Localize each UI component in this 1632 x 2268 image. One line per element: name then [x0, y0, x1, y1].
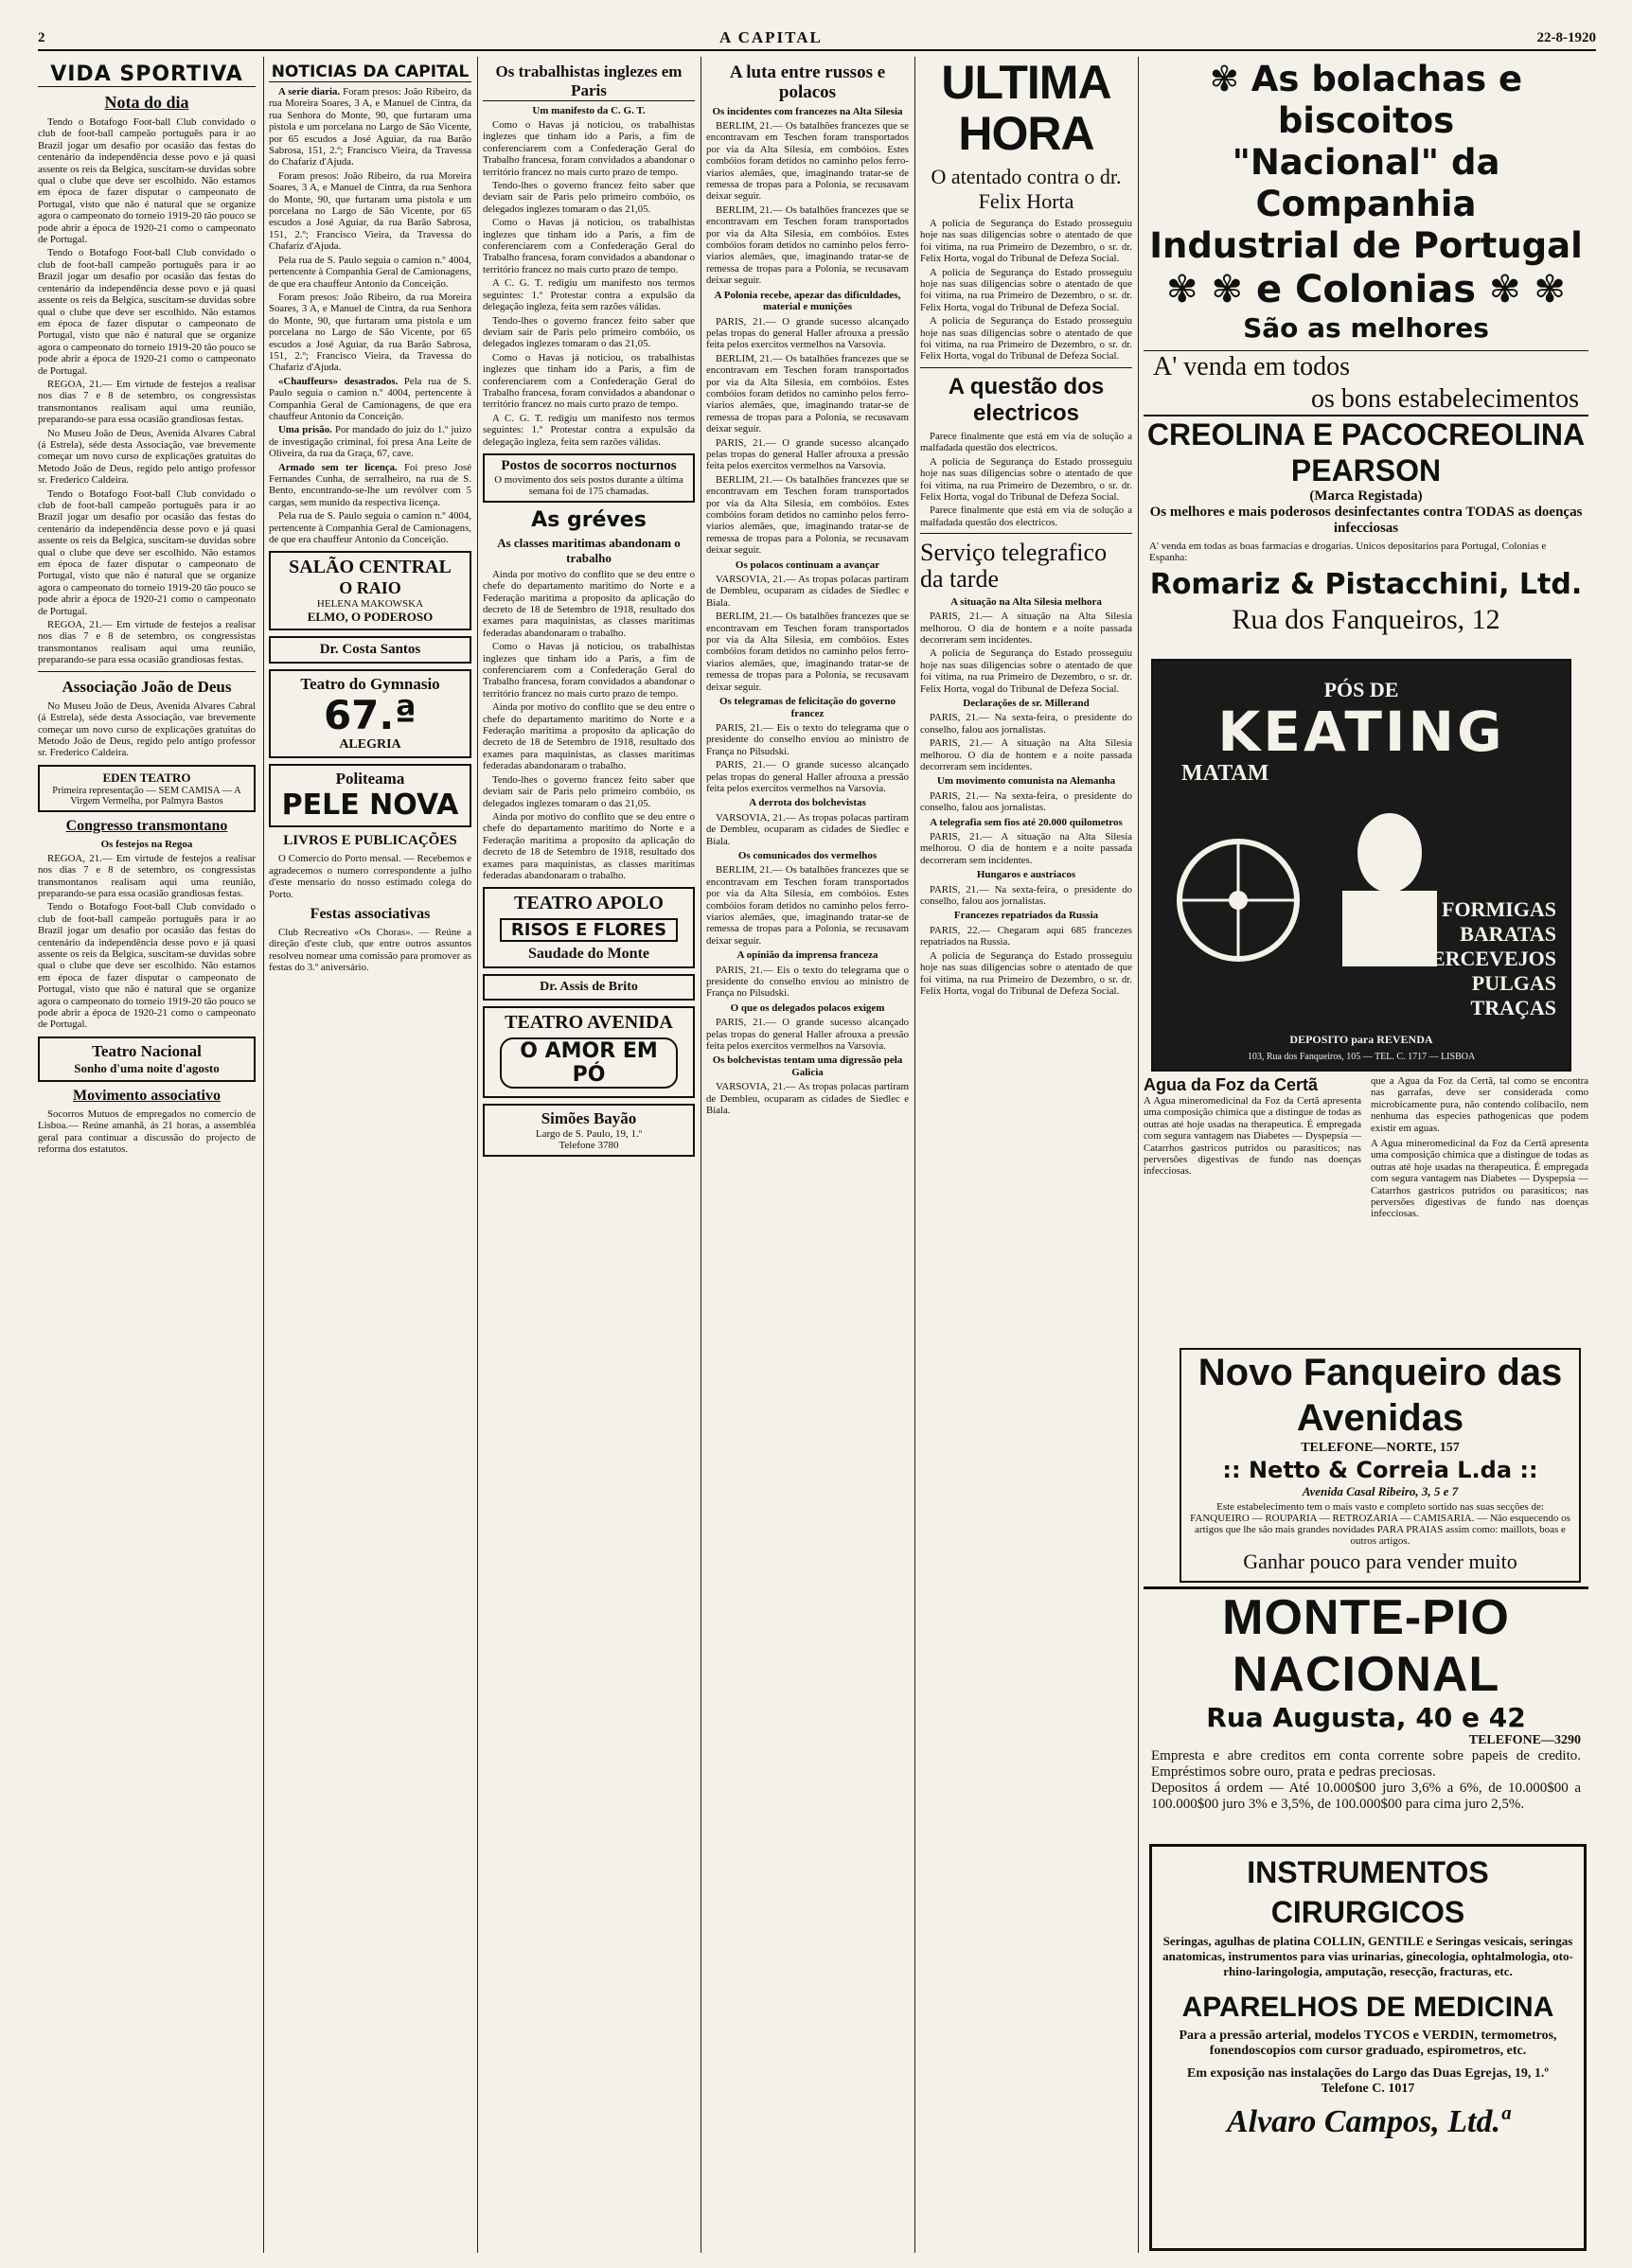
page-number: 2 [38, 30, 45, 45]
keating-word: TRAÇAS [1470, 996, 1556, 1019]
paragraph: O Comercio do Porto mensal. — Recebemos e agradecemos o numero correspondente a julho d'este mensario do nosso estimado colega do Porto. [269, 853, 471, 900]
ad-address: Largo de S. Paulo, 19, 1.º [535, 1128, 643, 1141]
article-body [38, 116, 256, 666]
paragraph: REGOA, 21.— Em virtude de festejos a realisar nos dias 7 e 8 de setembro, os congressistas transmontanos realisam aqui uma reunião, preparando-se para essa ocasião grandiosas festas. [38, 619, 256, 666]
ad-slogan: Ganhar pouco para vender muito [1243, 1550, 1517, 1573]
ad-line [1144, 267, 1588, 312]
flower-icon: ✾ ✾ [1166, 268, 1244, 311]
paragraph: No Museu João de Deus, Avenida Alvares Cabral (á Estrela), séde desta Associação, vae brevemente começar um novo curso de explicações gratuitas do Metodo João de Deus, regido pelo antigo professor sr. Frederico Caldeira. [38, 427, 256, 487]
subheading: A situação na Alta Silesia melhora [950, 596, 1102, 609]
ad-line: "Nacional" da Companhia [1232, 142, 1500, 224]
ad-line: A' venda em todos [1144, 350, 1588, 383]
ad-title: TEATRO AVENIDA [505, 1012, 673, 1034]
paragraph: PARIS, 21.— Na sexta-feira, o presidente do conselho, falou aos jornalistas. [920, 712, 1132, 735]
paragraph: PARIS, 21.— Eis o texto do telegrama que o presidente do conselho enviou ao ministro de França no Pilsudski. [706, 721, 909, 757]
ad-politeama [269, 764, 471, 827]
subheading: Francezes repatriados da Russia [953, 910, 1099, 922]
ad-sub: (Marca Registada) [1309, 488, 1423, 504]
ad-teatro-avenida [483, 1006, 695, 1098]
ad-address: 103, Rua dos Fanqueiros, 105 — TEL. C. 1717 — LISBOA [1247, 1052, 1476, 1062]
subheading: Declarações de sr. Millerand [963, 697, 1090, 709]
ad-text: As bolachas e biscoitos [1251, 59, 1523, 141]
article-body [269, 86, 471, 545]
ad-teatro-nacional [38, 1037, 256, 1082]
subheading: Um manifesto da C. G. T. [532, 105, 646, 116]
ad-text: Para a pressão arterial, modelos TYCOS e VERDIN, termometros, fonendoscopios com cursor graduado, espirometros, etc. [1179, 2029, 1557, 2058]
column-rule [1138, 57, 1139, 2253]
paragraph: Parece finalmente que está em via de solução a malfadada questão dos electricos. [920, 430, 1132, 454]
ad-address: Rua dos Fanqueiros, 12 [1232, 604, 1500, 635]
heading-greves: As gréves [531, 507, 647, 532]
subheading: Os telegramas de felicitação do governo francez [718, 696, 896, 719]
paragraph: Tendo o Botafogo Foot-ball Club convidado o club de foot-ball campeão português para ir ao Brazil jogar um desafio por ocasião das festas do centenário da independência desse povo e já quasi assente os reis da Belgica, suscitam-se duvidas sobre qual o clube que deve ser escolhido. Não estamos em época de fazer disputar o campeonato de Portugal, visto que não é natural que se organize agora o campeonato do torneio 1919-20 tão pouco se pode abrir a época de 1920-21 como o campeonato de Portugal. [38, 247, 256, 377]
paragraph: A C. G. T. redigiu um manifesto nos termos seguintes: 1.º Protestar contra a expulsão da delegação ingleza, feita sem razões válidas. [483, 277, 695, 313]
ad-title: Politeama [335, 770, 405, 788]
article-body [920, 611, 1132, 997]
paragraph: Como o Havas já noticiou, os trabalhistas inglezes que tinham ido a Paris, a fim de conferenciarem com a Confederação Geral do Trabalho francesa, foram convidados a abandonar o território francez no mais curto prazo de tempo. [483, 217, 695, 275]
ad-exhibition: Em exposição nas instalações do Largo das Duas Egrejas, 19, 1.º [1187, 2066, 1549, 2081]
subheading: Os comunicados dos vermelhos [737, 849, 878, 861]
ad-play: PELE NOVA [281, 788, 459, 823]
paragraph: REGOA, 21.— Em virtude de festejos a realisar nos dias 7 e 8 de setembro, os congressistas transmontanos realisam aqui uma reunião, preparando-se para essa ocasião grandiosas festas. [38, 378, 256, 426]
article-body [38, 700, 256, 759]
paragraph: PARIS, 22.— Chegaram aqui 685 francezes repatriados na Russia. [920, 924, 1132, 948]
column-ultima-hora [920, 57, 1132, 2253]
ad-text: Sonho d'uma noite d'agosto [74, 1060, 220, 1075]
paragraph: Como o Havas já noticiou, os trabalhistas inglezes que tinham ido a Paris, a fim de conferenciarem com a Confederação Geral do Trabalho francesa, foram convidados a abandonar o território francez no mais curto prazo de tempo. [483, 641, 695, 700]
subheading: Os bolchevistas tentam uma digressão pela Galicia [712, 1054, 903, 1078]
keating-word-list [1419, 897, 1556, 1020]
paragraph: Como o Havas já noticiou, os trabalhistas inglezes que tinham ido a Paris, a fim de conferenciarem com a Confederação Geral do Trabalho francesa, foram convidados a abandonar o território francez no mais curto prazo de tempo. [483, 351, 695, 411]
subheading: Hungaros e austriacos [976, 869, 1076, 881]
article-body [483, 119, 695, 448]
paragraph: Foram presos: João Ribeiro, da rua Moreira Soares, 3 A, e Manuel de Cintra, da rua Senhora do Monte, 90, que furtaram uma pistola e um porcelana no Largo de São Vicente, por 65 escudos a José Aguiar, da rua Barão Sabrosa, 151, 2.º; Francisco Vieira, da Travessa do Chafariz d'Ajuda. [269, 169, 471, 253]
paragraph: Tendo-lhes o governo francez feito saber que deviam sair de Paris pelo primeiro combóio, os delegados inglezes tomaram o das 21,05. [483, 314, 695, 350]
paragraph: PARIS, 21.— A situação na Alta Silesia melhorou. O dia de hontem e a noite passada decorreram sem incidentes. [920, 737, 1132, 772]
article-body [920, 431, 1132, 528]
paragraph: Como o Havas já noticiou, os trabalhistas inglezes que tinham ido a Paris, a fim de conferenciarem com a Confederação Geral do Trabalho francesa, foram convidados a abandonar o território francez no mais curto prazo de tempo. [483, 119, 695, 178]
paragraph [269, 376, 471, 423]
column-capital [269, 57, 471, 2253]
ad-film: ELMO, O PODEROSO [307, 610, 434, 625]
heading-russos-polacos: A luta entre russos e polacos [729, 62, 886, 102]
ad-title: INSTRUMENTOS CIRURGICOS [1247, 1855, 1489, 1929]
paragraph: Parece finalmente que está em via de solução a malfadada questão dos electricos. [920, 505, 1132, 528]
ad-phone: TELEFONE—3290 [1468, 1733, 1581, 1747]
ad-costa-santos: Dr. Costa Santos [269, 636, 471, 664]
article-body [269, 853, 471, 900]
ad-phone: Telefone 3780 [559, 1140, 619, 1152]
ad-play: RISOS E FLORES [500, 918, 678, 942]
ad-play: ALEGRIA [339, 737, 401, 753]
paragraph [269, 462, 471, 509]
divider [920, 533, 1132, 534]
paragraph: A policia de Segurança do Estado prosseguiu hoje nas suas diligencias sobre o atentado de que foi vitima, na rua Primeiro de Dezembro, o sr. dr. Felix Horta, vogal do Tribunal de Defeza Social. [920, 949, 1132, 997]
text: Foi preso José Fernandes Cunha, de serralheiro, na rua de S. Bento, encontrando-se-lhe um revólver com 5 cargas, sem munido da respectiva licença. [269, 461, 471, 508]
ad-title: MONTE-PIO NACIONAL [1222, 1590, 1510, 1702]
ad-simoes-bayao [483, 1104, 695, 1157]
ad-line [1144, 59, 1588, 142]
subheading: Os polacos continuam a avançar [735, 558, 880, 571]
ad-teatro-apolo [483, 887, 695, 968]
paragraph [269, 424, 471, 459]
paragraph: Ainda por motivo do conflito que se deu entre o chefe do departamento maritimo do Norte e a Federação maritima a proposito da aplicação do decreto de 18 de Setembro de 1918, resultado dos exames para maquinistas, as classes maritimas federadas abandonaram o trabalho. [483, 810, 695, 881]
ad-line: os bons estabelecimentos [1310, 384, 1579, 411]
paragraph: REGOA, 21.— Em virtude de festejos a realisar nos dias 7 e 8 de setembro, os congressistas transmontanos realisam aqui uma reunião, preparando-se para essa ocasião grandiosas festas. [38, 852, 256, 899]
heading-electricos: A questão dos electricos [948, 373, 1105, 426]
paragraph: BERLIM, 21.— Os batalhões francezes que se encontravam em Teschen foram transportados por via da Alta Silesia, em combóios. Estes combóios foram detidos no caminho pelos ferro-viarios alemães, que, imaginando tratar-se de remessa de tropas para a Polonia, se recusavam deixar seguir. [706, 611, 909, 693]
heading-festas: Festas associativas [310, 906, 431, 923]
paragraph: A policia de Segurança do Estado prosseguiu hoje nas suas diligencias sobre o atentado de que foi vitima, na rua Primeiro de Dezembro, o sr. dr. Felix Horta, vogal do Tribunal de Defeza Social. [920, 218, 1132, 265]
paragraph: VARSOVIA, 21.— As tropas polacas partiram de Dembleu, ocuparam as cidades de Siedlec e Biala. [706, 574, 909, 609]
divider [920, 367, 1132, 368]
box-postos [483, 453, 695, 503]
ad-title: Teatro Nacional [92, 1041, 202, 1060]
article-body [38, 853, 256, 1031]
paragraph: Tendo o Botafogo Foot-ball Club convidado o club de foot-ball campeão português para ir ao Brazil jogar um desafio por ocasião das festas do centenário da independência desse povo e já quasi assente os reis da Belgica, suscitam-se duvidas sobre qual o clube que deve ser escolhido. Não estamos em época de fazer disputar o campeonato de Portugal, visto que não é natural que se organize agora o campeonato do torneio 1919-20 tão pouco se pode abrir a época de 1920-21 como o campeonato de Portugal. [38, 116, 256, 246]
flower-icon: ✾ ✾ [1488, 268, 1566, 311]
paragraph: Ainda por motivo do conflito que se deu entre o chefe do departamento maritimo do Norte e a Federação maritima a proposito da aplicação do decreto de 18 de Setembro de 1918, resultado dos exames para maquinistas, as classes maritimas federadas abandonaram o trabalho. [483, 701, 695, 772]
keating-word: PULGAS [1471, 971, 1556, 995]
ad-salao-central [269, 551, 471, 630]
ad-text: A' venda em todas as boas farmacias e drogarias. Unicos depositarios para Portugal, Colonias e Espanha: [1149, 540, 1547, 563]
ad-instrumentos [1149, 1844, 1587, 2251]
paragraph: A policia de Segurança do Estado prosseguiu hoje nas suas diligencias sobre o atentado de que foi vitima, na rua Primeiro de Dezembro, o sr. dr. Felix Horta, vogal do Tribunal de Defeza Social. [920, 315, 1132, 363]
text: Por mandado do juiz do 1.º juizo de investigação criminal, foi presa Ana Leite de Oliveira, da rua da Graça, 67, cave. [269, 424, 471, 460]
column-rule [477, 57, 478, 2253]
ad-brand: KEATING [1217, 700, 1505, 764]
subheading: As classes maritimas abandonam o trabalho [497, 535, 681, 565]
ad-right-column [1371, 1075, 1588, 1220]
paragraph: PARIS, 21.— Na sexta-feira, o presidente do conselho, falou aos jornalistas. [920, 789, 1132, 814]
paragraph: Tendo o Botafogo Foot-ball Club convidado o club de foot-ball campeão português para ir ao Brazil jogar um desafio por ocasião das festas do centenário da independência desse povo e já quasi assente os reis da Belgica, suscitam-se duvidas sobre qual o clube que deve ser escolhido. Não estamos em época de fazer disputar o campeonato de Portugal, visto que não é natural que se organize agora o campeonato do torneio 1919-20 tão pouco se pode abrir a época de 1920-21 como o campeonato de Portugal. [38, 487, 256, 617]
ad-deposit: DEPOSITO para REVENDA [1289, 1033, 1433, 1046]
ad-text: A Agua mineromedicinal da Foz da Certã apresenta uma composição chimica que a distingue de todas as outras até hoje usadas na therapeutica. É empregada com segura vantagem nas Diabetes — Dyspepsia — Catarrhos gastricos putridos ou parasiticos; nas perversões digestivas de fundo nas doenças infecciosas. [1371, 1138, 1588, 1220]
ad-play: O AMOR EM PÓ [500, 1037, 678, 1089]
ad-company: :: Netto & Correia L.da :: [1222, 1457, 1538, 1483]
lead: A serie diaria. [278, 86, 341, 97]
lead: Uma prisão. [278, 424, 332, 436]
paragraph: PARIS, 21.— O grande sucesso alcançado pelas tropas do general Haller afrouxa a pressão feita pelos exercitos vermelhos na Varsovia. [706, 436, 909, 472]
paragraph: A C. G. T. redigiu um manifesto nos termos seguintes: 1.º Protestar contra a expulsão da delegação ingleza, feita sem razões válidas. [483, 412, 695, 448]
paragraph: VARSOVIA, 21.— As tropas polacas partiram de Dembleu, ocuparam as cidades de Siedlec e Biala. [706, 1081, 909, 1117]
ad-bolachas [1144, 59, 1588, 411]
heading-servico-telegrafico: Serviço telegrafico da tarde [920, 539, 1108, 594]
ad-company: Alvaro Campos, Ltd.ª [1226, 2104, 1510, 2139]
masthead [38, 28, 1596, 51]
ad-title: Novo Fanqueiro das Avenidas [1197, 1352, 1563, 1439]
paragraph: VARSOVIA, 21.— As tropas polacas partiram de Dembleu, ocuparam as cidades de Siedlec e Biala. [706, 811, 909, 847]
paragraph: PARIS, 21.— O grande sucesso alcançado pelas tropas do general Haller afrouxa a pressão feita pelos exercitos vermelhos na Varsovia. [706, 315, 909, 351]
ad-text: Primeira representação — SEM CAMISA — A Virgem Vermelha, por Palmyra Bastos [52, 785, 241, 806]
ad-text: Empresta e abre creditos em conta corrente sobre papeis de credito. Empréstimos sobre ouro, prata e pedras preciosas. [1151, 1748, 1581, 1780]
paragraph: Pela rua de S. Paulo seguia o camion n.º 4004, pertencente à Companhia Geral de Camionagens, de que era chauffeur Antonio da Conceição. [269, 254, 471, 290]
paragraph: A policia de Segurança do Estado prosseguiu hoje nas suas diligencias sobre o atentado de que foi vitima, na rua Primeiro de Dezembro, o sr. dr. Felix Horta, vogal do Tribunal de Defeza Social. [920, 647, 1132, 695]
section-title-capital: NOTICIAS DA CAPITAL [269, 62, 471, 82]
issue-date: 22-8-1920 [1536, 30, 1596, 45]
flower-icon: ✾ [1209, 59, 1239, 99]
subheading: A telegrafia sem fios até 20.000 quilometros [930, 816, 1123, 828]
paragraph: Pela rua de S. Paulo seguia o camion n.º 4004, pertencente à Companhia Geral de Camionagens, de que era chauffeur Antonio da Conceição. [269, 510, 471, 546]
ad-line: Industrial de Portugal [1149, 225, 1583, 266]
ad-title: EDEN TEATRO [102, 770, 191, 785]
ad-number: 67.ª [323, 692, 417, 739]
ad-novo-fanqueiro [1180, 1348, 1581, 1583]
article-body [483, 569, 695, 882]
paragraph: Tendo-lhes o governo francez feito saber que deviam sair de Paris pelo primeiro combóio, os delegados inglezes tomaram o das 21,05. [483, 773, 695, 809]
ad-title: APARELHOS DE MEDICINA [1181, 1992, 1554, 2023]
ad-line: PÓS DE [1323, 678, 1399, 701]
article-body [706, 120, 909, 1117]
heading-trabalhistas: Os trabalhistas inglezes em Paris [483, 62, 695, 101]
article-body [269, 927, 471, 974]
paragraph: BERLIM, 21.— Os batalhões francezes que se encontravam em Teschen foram transportados por via da Alta Silesia, em combóios. Estes combóios foram detidos no caminho pelos ferro-viarios alemães, que, imaginando tratar-se de remessa de tropas para a Polonia, se recusavam deixar seguir. [706, 204, 909, 287]
ad-keating [1151, 659, 1571, 1072]
subheading: Um movimento comunista na Alemanha [936, 775, 1116, 788]
text: Foram presos: João Ribeiro, da rua Moreira Soares, 3 A, e Manuel de Cintra, da rua Senhora do Monte, 90, que furtaram uma pistola e um porcelana no Largo de São Vicente, por 65 escudos a José Aguiar, da rua Barão Sabrosa, 151, 2.º; Francisco Vieira, da Travessa do Chafariz d'Ajuda. [269, 86, 471, 168]
paragraph: PARIS, 21.— Na sexta-feira, o presidente do conselho, falou aos jornalistas. [920, 883, 1132, 908]
paragraph: BERLIM, 21.— Os batalhões francezes que se encontravam em Teschen foram transportados por via da Alta Silesia, em combóios. Estes combóios foram detidos no caminho pelos ferro-viarios alemães, que, imaginando tratar-se de remessa de tropas para a Polonia, se recusavam deixar seguir. [706, 864, 909, 947]
ad-rates: Depositos á ordem — Até 10.000$00 juro 3,6% a 6%, de 10.000$00 a 100.000$00 juro 3% e 3,5%, de 100.000$00 para cima juro 2,5%. [1151, 1781, 1581, 1812]
subheading: O que os delegados polacos exigem [730, 1001, 885, 1014]
column-trabalhistas [483, 57, 695, 2253]
ad-sub: Saudade do Monte [527, 946, 650, 963]
paragraph: Tendo o Botafogo Foot-ball Club convidado o club de foot-ball campeão português para ir ao Brazil jogar um desafio por ocasião das festas do centenário da independência desse povo e já quasi assente os reis da Belgica, suscitam-se duvidas sobre qual o clube que deve ser escolhido. Não estamos em época de fazer disputar o campeonato de Portugal, visto que não é natural que se organize agora o campeonato do torneio 1919-20 tão pouco se pode abrir a época de 1920-21 como o campeonato de Portugal. [38, 901, 256, 1031]
ad-creolina [1144, 415, 1588, 653]
ad-title: Agua da Foz da Certã [1144, 1075, 1319, 1094]
keating-word: BARATAS [1460, 922, 1556, 946]
ad-monte-pio [1144, 1586, 1588, 1837]
paragraph: PARIS, 21.— O grande sucesso alcançado pelas tropas do general Haller afrouxa a pressão feita pelos exercitos vermelhos na Varsovia. [706, 759, 909, 794]
ad-star: HELENA MAKOWSKA [316, 598, 424, 611]
keating-word: FORMIGAS [1442, 897, 1556, 921]
paragraph: PARIS, 21.— O grande sucesso alcançado pelas tropas do general Haller afrouxa a pressão feita pelos exercitos vermelhos na Varsovia. [706, 1017, 909, 1053]
ad-text: Os melhores e mais poderosos desinfectantes contra TODAS as doenças infecciosas [1149, 505, 1583, 536]
article-body [920, 218, 1132, 363]
ad-line: MATAM [1181, 761, 1269, 786]
subheading: A derrota dos bolchevistas [749, 797, 866, 809]
heading-ultima-hora: ULTIMA HORA [941, 57, 1111, 160]
subheading: A opinião da imprensa franceza [736, 949, 878, 962]
section-title-sport: VIDA SPORTIVA [38, 62, 256, 87]
article-body [38, 1108, 256, 1156]
text: Pela rua de S. Paulo seguia o camion n.º 4004, pertencente à Companhia Geral de Camionagens, de que era chauffeur Antonio da Conceição. [269, 375, 471, 422]
ad-title: Simões Bayão [541, 1109, 637, 1128]
heading-congresso: Congresso transmontano [65, 817, 228, 834]
box-text: O movimento dos seis postos durante a última semana foi de 175 chamadas. [494, 473, 683, 498]
figure-shape [1357, 813, 1422, 893]
column-rule [914, 57, 915, 2253]
column-rule [263, 57, 264, 2253]
column-sport [38, 57, 256, 2253]
paragraph: PARIS, 21.— Eis o texto do telegrama que o presidente do conselho enviou ao ministro de França no Pilsudski. [706, 964, 909, 1000]
ad-text: que a Agua da Foz da Certã, tal como se encontra nas garrafas, deve ser considerada como microbicamente pura, não contendo colibacilo, nem nenhuma das especies pathogenicas que podem existir em aguas. [1371, 1075, 1588, 1134]
ad-assis-de-brito: Dr. Assis de Brito [483, 974, 695, 1001]
paragraph: A policia de Segurança do Estado prosseguiu hoje nas suas diligencias sobre o atentado de que foi vitima, na rua Primeiro de Dezembro, o sr. dr. Felix Horta, vogal do Tribunal de Defeza Social. [920, 455, 1132, 503]
subheading: A Polonia recebe, apezar das dificuldades, material e munições [714, 289, 901, 313]
heading-nota-do-dia: Nota do dia [104, 93, 189, 112]
paragraph: Ainda por motivo do conflito que se deu entre o chefe do departamento maritimo do Norte e a Federação maritima a proposito da aplicação do decreto de 18 de Setembro de 1918, resultado dos exames para maquinistas, as classes maritimas federadas abandonaram o trabalho. [483, 568, 695, 639]
paragraph: No Museu João de Deus, Avenida Alvares Cabral (á Estrela), séde desta Associação, vae brevemente começar um novo curso de explicações gratuitas do Metodo João de Deus, regido pelo antigo professor sr. Frederico Caldeira. [38, 700, 256, 759]
ad-left-column [1144, 1075, 1361, 1178]
lead: «Chauffeurs» desastrados. [278, 375, 399, 387]
paragraph: BERLIM, 21.— Os batalhões francezes que se encontravam em Teschen foram transportados por via da Alta Silesia, em combóios. Estes combóios foram detidos no caminho pelos ferro-viarios alemães, que, imaginando tratar-se de remessa de tropas para a Polonia, se recusavam deixar seguir. [706, 120, 909, 203]
paragraph: Club Recreativo «Os Choras». — Reúne a direção d'este club, que entre outros assuntos resolveu nomear uma comissão para promover as festas do 3.º aniversário. [269, 927, 471, 974]
ad-title: Teatro do Gymnasio [300, 675, 440, 694]
ad-line: São as melhores [1243, 312, 1489, 344]
subheading: Os festejos na Regoa [100, 838, 193, 850]
subheading: Os incidentes com francezes na Alta Silesia [712, 106, 903, 117]
paragraph [269, 86, 471, 168]
ad-gymnasio [269, 669, 471, 758]
ad-text: Seringas, agulhas de platina COLLIN, GENTILE e Seringas vesicais, seringas anatomicas, instrumentos para vias urinarias, ginecologia, ophtalmologia, oto-rhino-laringologia, amputação, resecção, fracturas, etc. [1162, 1934, 1573, 1978]
keating-word: PERCEVEJOS [1418, 947, 1556, 970]
paragraph: BERLIM, 21.— Os batalhões francezes que se encontravam em Teschen foram transportados por via da Alta Silesia, em combóios. Estes combóios foram detidos no caminho pelos ferro-viarios alemães, que, imaginando tratar-se de remessa de tropas para a Polonia, se recusavam deixar seguir. [706, 473, 909, 557]
paragraph: Socorros Mutuos de empregados no comercio de Lisboa.— Reúne amanhã, ás 21 horas, a assembléa geral para continuar a discussão do projecto de reforma dos estatutos. [38, 1107, 256, 1156]
heading-atentado: O atentado contra o dr. Felix Horta [931, 165, 1122, 213]
ad-eden-teatro [38, 765, 256, 812]
ad-title: TEATRO APOLO [514, 893, 664, 914]
ad-sub: O RAIO [339, 578, 401, 598]
paragraph: A policia de Segurança do Estado prosseguiu hoje nas suas diligencias sobre o atentado de que foi vitima, na rua Primeiro de Dezembro, o sr. dr. Felix Horta, vogal do Tribunal de Defeza Social. [920, 266, 1132, 313]
box-title: Postos de socorros nocturnos [501, 457, 677, 473]
column-russos-polacos [706, 57, 909, 2253]
ad-address: Rua Augusta, 40 e 42 [1206, 1702, 1526, 1733]
paragraph: Tendo-lhes o governo francez feito saber que deviam sair de Paris pelo primeiro combóio, os delegados inglezes tomaram o das 21,05. [483, 180, 695, 215]
ad-text: A Agua mineromedicinal da Foz da Certã apresenta uma composição chimica que a distingue de todas as outras até hoje usadas na therapeutica. É empregada com segura vantagem nas Diabetes — Dyspepsia — Catarrhos gastricos putridos ou parasiticos; nas perversões digestivas de fundo nas doenças infecciosas. [1144, 1095, 1361, 1178]
paragraph: BERLIM, 21.— Os batalhões francezes que se encontravam em Teschen foram transportados por via da Alta Silesia, em combóios. Estes combóios foram detidos no caminho pelos ferro-viarios alemães, que, imaginando tratar-se de remessa de tropas para a Polonia, se recusavam deixar seguir. [706, 352, 909, 435]
ad-address: Avenida Casal Ribeiro, 3, 5 e 7 [1302, 1484, 1459, 1498]
heading-movimento: Movimento associativo [73, 1087, 221, 1104]
paragraph: PARIS, 21.— A situação na Alta Silesia melhorou. O dia de hontem e a noite passada decorreram sem incidentes. [920, 831, 1132, 866]
ad-text: e Colonias [1255, 268, 1477, 311]
ad-title: SALÃO CENTRAL [289, 557, 452, 578]
paragraph: PARIS, 21.— A situação na Alta Silesia melhorou. O dia de hontem e a noite passada decorreram sem incidentes. [920, 611, 1132, 646]
heading-livros: LIVROS E PUBLICAÇÕES [283, 833, 457, 849]
divider [38, 671, 256, 672]
ad-agua-foz [1144, 1075, 1588, 1342]
ad-phone: TELEFONE—NORTE, 157 [1301, 1441, 1460, 1455]
ad-company: Romariz & Pistacchini, Ltd. [1149, 568, 1583, 601]
paragraph: Foram presos: João Ribeiro, da rua Moreira Soares, 3 A, e Manuel de Cintra, da rua Senhora do Monte, 90, que furtaram uma pistola e um porcelana no Largo de São Vicente, por 65 escudos a José Aguiar, da rua Barão Sabrosa, 151, 2.º; Francisco Vieira, da Travessa do Chafariz d'Ajuda. [269, 291, 471, 374]
ad-phone: Telefone C. 1017 [1321, 2082, 1415, 2096]
ad-text: Este estabelecimento tem o mais vasto e completo sortido nas suas secções de: FANQUEIRO — ROUPARIA — RETROZARIA — CAMISARIA. — Não esquecendo os artigos que lhe são mais grandes novidades PARA PRAIAS assim como: maillots, boas e outros artigos. [1190, 1501, 1570, 1547]
lead: Armado sem ter licença. [278, 461, 398, 473]
newspaper-title: A CAPITAL [719, 28, 823, 46]
heading-joao-de-deus: Associação João de Deus [62, 677, 232, 696]
ad-title: CREOLINA E PACOCREOLINA PEARSON [1146, 417, 1586, 487]
